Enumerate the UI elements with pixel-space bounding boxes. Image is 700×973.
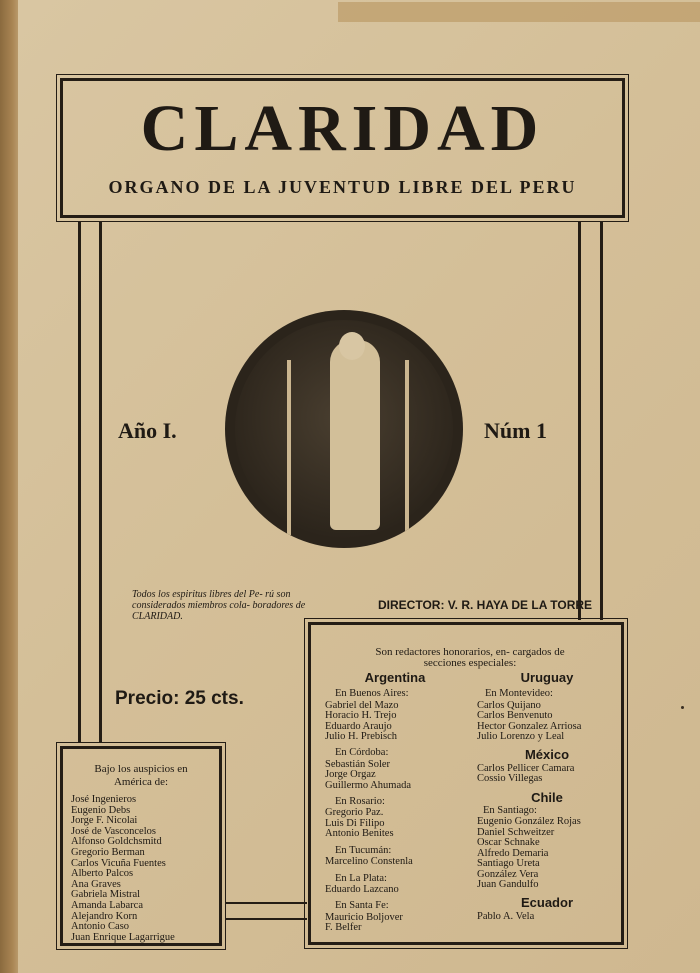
editor-name: Jorge Orgaz <box>325 769 376 781</box>
figure-head <box>339 332 365 360</box>
sponsor-name: Alberto Palcos <box>71 868 134 880</box>
page-speck <box>681 706 684 709</box>
editor-name: Julio Lorenzo y Leal <box>477 731 565 743</box>
editor-name: Carlos Quijano <box>477 699 541 711</box>
collaborators-note: Todos los espiritus libres del Pe- rú son considerados miembros cola- boradores de CLARIDAD. <box>132 589 306 622</box>
sponsor-name: Jorge F. Nicolai <box>71 815 138 827</box>
frame-rule-bottom-1 <box>225 902 307 904</box>
editor-name: Oscar Schnake <box>477 837 540 849</box>
country-argentina: Argentina <box>364 670 426 685</box>
standing-woman-figure <box>330 340 380 530</box>
chile-names <box>473 817 621 890</box>
sponsor-name: José Ingenieros <box>71 794 137 805</box>
frame-rule-left-outer <box>78 222 81 742</box>
sponsor-name: Alejandro Korn <box>71 910 138 922</box>
editor-name: Alfredo Demaria <box>477 847 549 859</box>
frame-rule-right-outer <box>600 222 603 620</box>
editor-name: Daniel Schweitzer <box>477 826 555 838</box>
allegorical-figure-emblem <box>225 310 463 548</box>
mexico-names <box>473 764 621 785</box>
right-column <box>473 670 621 922</box>
frame-rule-left-inner <box>99 222 102 742</box>
editor-name: Juan Gandulfo <box>477 878 539 890</box>
price-label: Precio: 25 cts. <box>115 688 244 709</box>
editor-name: González Vera <box>477 868 539 880</box>
masthead-box <box>60 78 625 218</box>
magazine-title: CLARIDAD <box>140 92 545 165</box>
editor-name: Cossio Villegas <box>477 773 543 785</box>
sponsor-name: Amanda Labarca <box>71 899 143 911</box>
editors-box <box>308 622 624 945</box>
sponsor-name: Juan Enrique Lagarrigue <box>71 931 175 943</box>
editor-name: Pablo A. Vela <box>477 910 535 922</box>
tree-left <box>287 360 291 535</box>
editor-name: Santiago Ureta <box>477 858 540 870</box>
editor-name: Julio H. Prebisch <box>325 731 398 743</box>
editor-name: Mauricio Boljover <box>325 911 403 923</box>
uruguay-names <box>473 701 621 743</box>
editor-name: F. Belfer <box>325 922 362 934</box>
country-uruguay: Uruguay <box>520 670 574 685</box>
sponsor-name: Gabriela Mistral <box>71 889 141 901</box>
city-label: En La Plata: <box>335 872 387 884</box>
city-label: En Tucumán: <box>335 844 392 856</box>
editor-name: Gregorio Paz. <box>325 807 384 819</box>
editors-heading: Son redactores honorarios, en- cargados de secciones especiales: <box>375 646 565 669</box>
city-label: En Córdoba: <box>335 747 389 759</box>
magazine-subtitle: ORGANO DE LA JUVENTUD LIBRE DEL PERU <box>108 177 577 197</box>
sponsor-name: José de Vasconcelos <box>71 825 156 837</box>
city-label: En Buenos Aires: <box>335 688 409 700</box>
editor-name: Hector Gonzalez Arriosa <box>477 720 582 732</box>
editor-name: Guillermo Ahumada <box>325 779 412 791</box>
frame-rule-bottom-2 <box>225 918 307 920</box>
country-chile: Chile <box>531 789 563 805</box>
country-ecuador: Ecuador <box>520 895 573 911</box>
editor-name: Marcelino Constenla <box>325 856 413 868</box>
editor-name: Gabriel del Mazo <box>325 699 399 711</box>
sponsor-name: Gregorio Berman <box>71 846 145 858</box>
editor-name: Carlos Benvenuto <box>477 710 553 722</box>
sponsors-box <box>60 746 222 946</box>
city-montevideo: En Montevideo: <box>485 688 553 700</box>
editor-name: Antonio Benites <box>325 828 394 840</box>
city-label: En Santa Fe: <box>335 900 389 912</box>
country-mexico: México <box>524 747 570 763</box>
sponsor-name: Antonio Caso <box>71 921 130 933</box>
tree-right <box>405 360 409 535</box>
editor-name: Sebastián Soler <box>325 758 391 770</box>
tape-strip <box>338 2 700 22</box>
sponsor-name: Carlos Vicuña Fuentes <box>71 857 166 869</box>
ecuador-names <box>473 912 621 922</box>
editor-name: Carlos Pellicer Camara <box>477 762 575 774</box>
sponsor-name: Alfonso Goldchsmitd <box>71 836 162 848</box>
sponsor-name: Eugenio Debs <box>71 804 131 816</box>
editor-name: Luis Di Filipo <box>325 817 385 829</box>
emblem-background <box>235 320 453 538</box>
frame-rule-right-inner <box>578 222 581 620</box>
argentina-column <box>325 670 465 934</box>
director-line: DIRECTOR: V. R. HAYA DE LA TORRE <box>378 598 593 612</box>
editor-name: Eduardo Araujo <box>325 720 392 732</box>
issue-year: Año I. <box>118 418 177 443</box>
editor-name: Eduardo Lazcano <box>325 883 399 895</box>
sponsors-heading: Bajo los auspicios en América de: <box>94 763 188 788</box>
city-santiago: En Santiago: <box>483 805 537 817</box>
city-label: En Rosario: <box>335 796 385 808</box>
editor-name: Horacio H. Trejo <box>325 710 397 722</box>
sponsors-list <box>71 795 175 943</box>
issue-number: Núm 1 <box>484 418 547 443</box>
editor-name: Eugenio González Rojas <box>477 816 581 828</box>
sponsor-name: Ana Graves <box>71 878 121 890</box>
